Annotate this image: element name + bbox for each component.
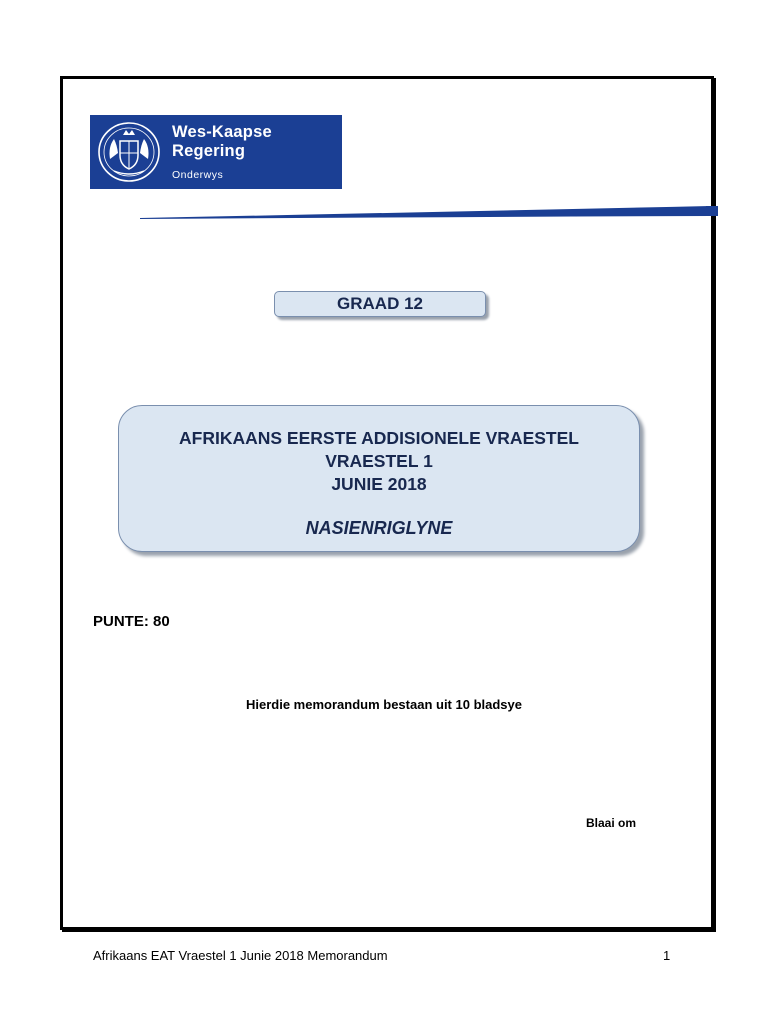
document-type: NASIENRIGLYNE xyxy=(305,518,453,538)
logo-line-3: Onderwys xyxy=(172,169,224,181)
logo-line-1: Wes-Kaapse xyxy=(172,123,272,141)
coat-of-arms-icon xyxy=(90,115,168,189)
page-count-note: Hierdie memorandum bestaan uit 10 bladsye xyxy=(246,697,522,712)
wcg-logo xyxy=(90,115,342,189)
subject-title: AFRIKAANS EERSTE ADDISIONELE VRAESTEL xyxy=(179,428,579,448)
exam-session: JUNIE 2018 xyxy=(331,474,427,494)
paper-number: VRAESTEL 1 xyxy=(325,451,433,471)
grade-label: GRAAD 12 xyxy=(337,294,423,313)
total-marks: PUNTE: 80 xyxy=(93,613,170,630)
grade-box xyxy=(274,291,486,317)
logo-line-2: Regering xyxy=(172,142,246,160)
footer-page-number: 1 xyxy=(663,948,671,963)
title-box xyxy=(118,405,640,552)
header-swoosh xyxy=(140,202,720,220)
footer-document-title: Afrikaans EAT Vraestel 1 Junie 2018 Memorandum xyxy=(93,948,388,963)
turn-over-note: Blaai om xyxy=(586,816,637,830)
